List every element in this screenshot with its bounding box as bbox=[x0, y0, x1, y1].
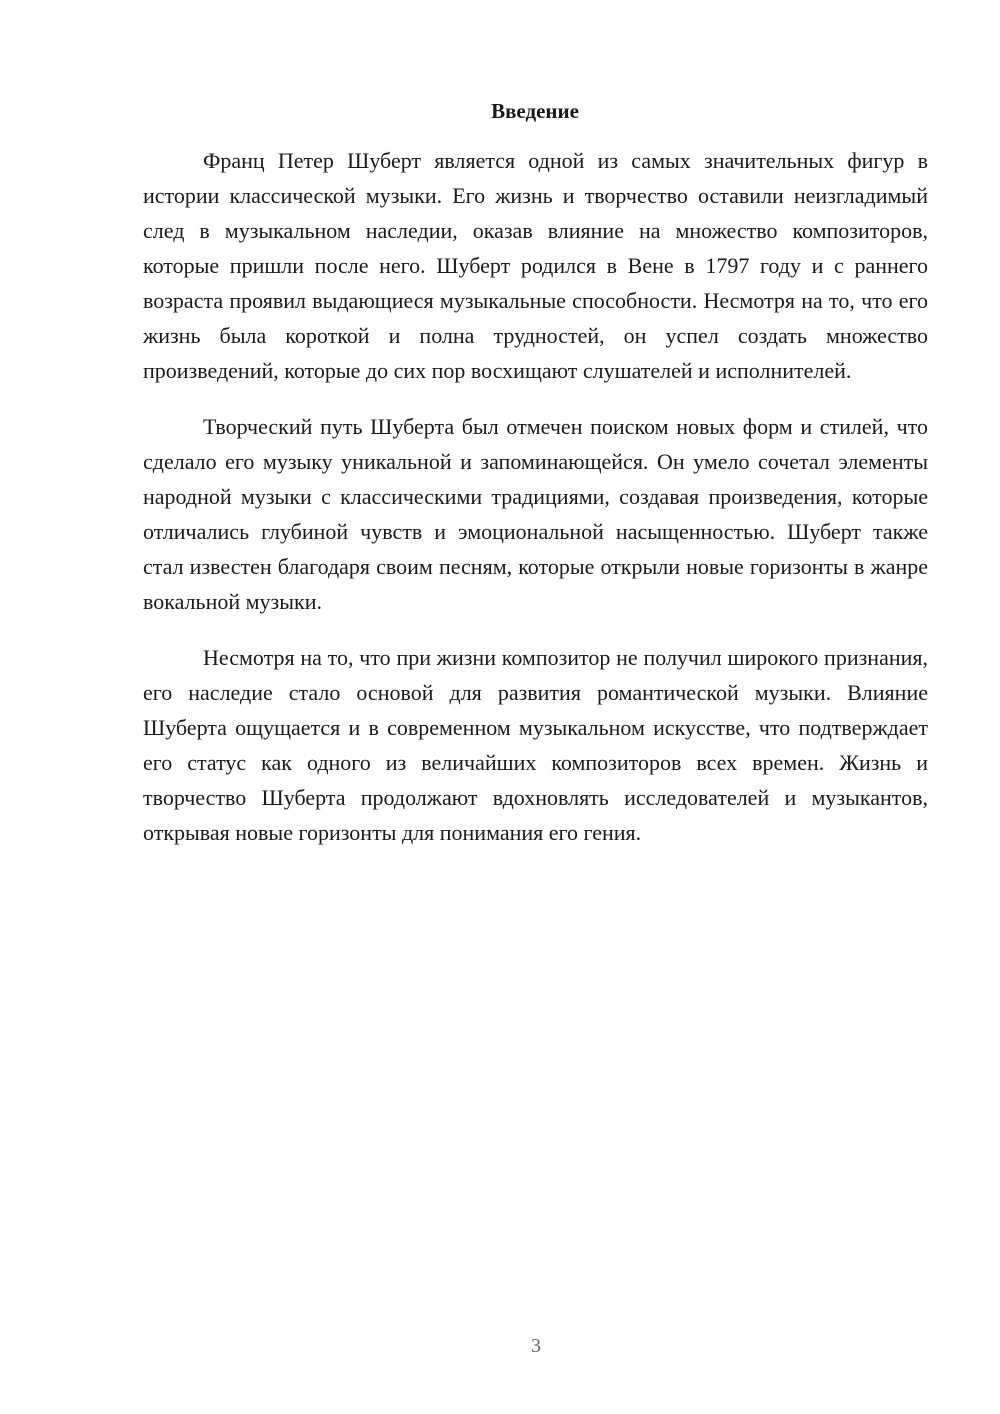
section-title: Введение bbox=[491, 99, 579, 123]
paragraph-1: Франц Петер Шуберт является одной из самых значительных фигур в истории классической музыки. Его жизнь и творчество оставили неизгладимый след в музыкальном наследии, оказав влияние на множество композиторов, которые пришли после него. Шуберт родился в Вене в 1797 году и с раннего возраста проявил выдающиеся музыкальные способности. Несмотря на то, что его жизнь была короткой и полна трудностей, он успел создать множество произведений, которые до сих пор восхищают слушателей и исполнителей. bbox=[143, 148, 928, 383]
body-text bbox=[143, 143, 928, 871]
paragraph-3: Несмотря на то, что при жизни композитор не получил широкого признания, его наследие стало основой для развития романтической музыки. Влияние Шуберта ощущается и в современном музыкальном искусстве, что подтверждает его статус как одного из величайших композиторов всех времен. Жизнь и творчество Шуберта продолжают вдохновлять исследователей и музыкантов, открывая новые горизонты для понимания его гения. bbox=[143, 645, 928, 845]
page-number: 3 bbox=[531, 1335, 541, 1357]
paragraph-2: Творческий путь Шуберта был отмечен поиском новых форм и стилей, что сделало его музыку уникальной и запоминающейся. Он умело сочетал элементы народной музыки с классическими традициями, создавая произведения, которые отличались глубиной чувств и эмоциональной насыщенностью. Шуберт также стал известен благодаря своим песням, которые открыли новые горизонты в жанре вокальной музыки. bbox=[143, 414, 928, 614]
